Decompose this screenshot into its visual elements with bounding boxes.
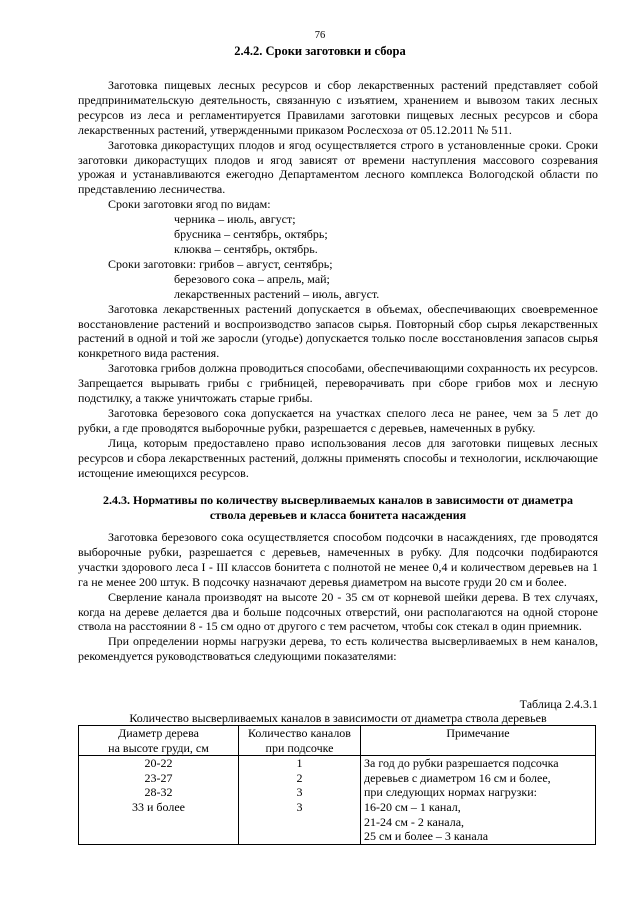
cell-value: 1 (296, 756, 303, 771)
header-text: Количество каналов (248, 726, 351, 740)
list-item: черника – июль, август; (174, 212, 296, 227)
paragraph: Заготовка березового сока осуществляется способом подсочки в насаждениях, где проводятся выборочные рубки, разрешается с деревьев, намеченных в рубку. Для подсочки подбираются участки здорового леса I - III классов бонитета с полнотой не менее 0,4 и количеством деревьев на 1 га не менее 200 штук. В подсочку назначают деревья диаметром на высоте груди 20 см и более. (78, 530, 598, 589)
channels-cell (239, 756, 361, 845)
note-line: 16-20 см – 1 канал, (364, 799, 461, 814)
section-2-4-2-body (78, 78, 598, 480)
section-title-line: 2.4.3. Нормативы по количеству высверливаемых каналов в зависимости от диаметра (103, 493, 573, 507)
table-row (79, 756, 596, 845)
section-title-2-4-2: 2.4.2. Сроки заготовки и сбора (234, 44, 406, 58)
header-diameter (79, 726, 239, 756)
list-item: березового сока – апрель, май; (174, 271, 330, 286)
paragraph: Заготовка пищевых лесных ресурсов и сбор лекарственных растений представляет собой предпринимательскую деятельность, связанную с изъятием, хранением и вывозом таких лесных ресурсов из леса и регламентируется Правилами заготовки пищевых лесных ресурсов и сбора лекарственных растений, утвержденными приказом Рослесхоза от 05.12.2011 № 511. (78, 78, 598, 137)
paragraph: Заготовка лекарственных растений допускается в объемах, обеспечивающих своевременное восстановление растений и воспроизводство запасов сырья. Повторный сбор сырья лекарственных растений в одной и той же заросли (угодье) допускается только после восстановления запасов сырья конкретного вида растения. (78, 301, 598, 361)
note-line: 21-24 см - 2 канала, (364, 814, 465, 829)
list-item: клюква – сентябрь, октябрь. (174, 241, 318, 256)
note-cell (361, 756, 596, 845)
table-caption: Количество высверливаемых каналов в зависимости от диаметра ствола деревьев (129, 711, 547, 725)
section-title-2-4-3 (78, 493, 598, 523)
other-intro: Сроки заготовки: грибов – август, сентябрь; (108, 256, 333, 271)
list-item: брусника – сентябрь, октябрь; (174, 227, 328, 242)
paragraph: Сверление канала производят на высоте 20 - 35 см от корневой шейки дерева. В тех случаях, когда на дереве делается два и больше подсочных отверстий, они располагаются на одной стороне ствола на расстоянии 8 - 15 см одно от другого с тем расчетом, чтобы сок стекал в один приемник. (78, 589, 598, 634)
note-line: при следующих нормах нагрузки: (364, 785, 537, 800)
note-line: деревьев с диаметром 16 см и более, (364, 770, 551, 785)
cell-value: 3 (296, 799, 303, 814)
table-header-row (79, 726, 596, 756)
cell-value: 2 (296, 770, 303, 785)
berries-list (78, 212, 598, 257)
note-line: За год до рубки разрешается подсочка (364, 756, 559, 771)
header-text: на высоте груди, см (108, 740, 209, 755)
table-number: Таблица 2.4.3.1 (519, 697, 598, 711)
channels-table (78, 725, 596, 845)
cell-value: 33 и более (131, 799, 185, 814)
paragraph: При определении нормы нагрузки дерева, то есть количества высверливаемых в нем каналов, рекомендуется руководствоваться следующими показателями: (78, 634, 598, 664)
paragraph: Лица, которым предоставлено право использования лесов для заготовки пищевых лесных ресурсов и сбора лекарственных растений, должны применять способы и технологии, исключающие истощение имеющихся ресурсов. (78, 435, 598, 480)
paragraph: Заготовка березового сока допускается на участках спелого леса не ранее, чем за 5 лет до рубки, а где проводятся выборочные рубки, разрешается с деревьев, намеченных в рубку. (78, 405, 598, 435)
section-title-line: ствола деревьев и класса бонитета насаждения (209, 508, 467, 522)
cell-value: 23-27 (144, 770, 173, 785)
berries-intro: Сроки заготовки ягод по видам: (108, 197, 271, 212)
paragraph: Заготовка грибов должна проводиться способами, обеспечивающими сохранность их ресурсов. Запрещается вырывать грибы с грибницей, переворачивать при сборе грибов мох и лесную подстилку, а также уничтожать старые грибы. (78, 361, 598, 406)
header-text: при подсочке (265, 740, 334, 755)
diameter-cell (79, 756, 239, 845)
page-number: 76 (314, 30, 326, 41)
header-channels (239, 726, 361, 756)
list-item: лекарственных растений – июль, август. (174, 286, 380, 301)
header-note: Примечание (361, 726, 596, 756)
paragraph: Заготовка дикорастущих плодов и ягод осуществляется строго в установленные сроки. Сроки заготовки дикорастущих плодов и ягод зависят от времени наступления массового созревания урожая и устанавливаются ежегодно Департаментом лесного комплекса Вологодской области по представлению лесничества. (78, 137, 598, 197)
cell-value: 3 (296, 785, 303, 800)
note-line: 25 см и более – 3 канала (364, 829, 489, 844)
section-2-4-3-body (78, 530, 598, 664)
header-text: Диаметр дерева (118, 726, 199, 740)
other-list (78, 272, 598, 302)
cell-value: 20-22 (144, 756, 173, 771)
cell-value: 28-32 (144, 785, 173, 800)
